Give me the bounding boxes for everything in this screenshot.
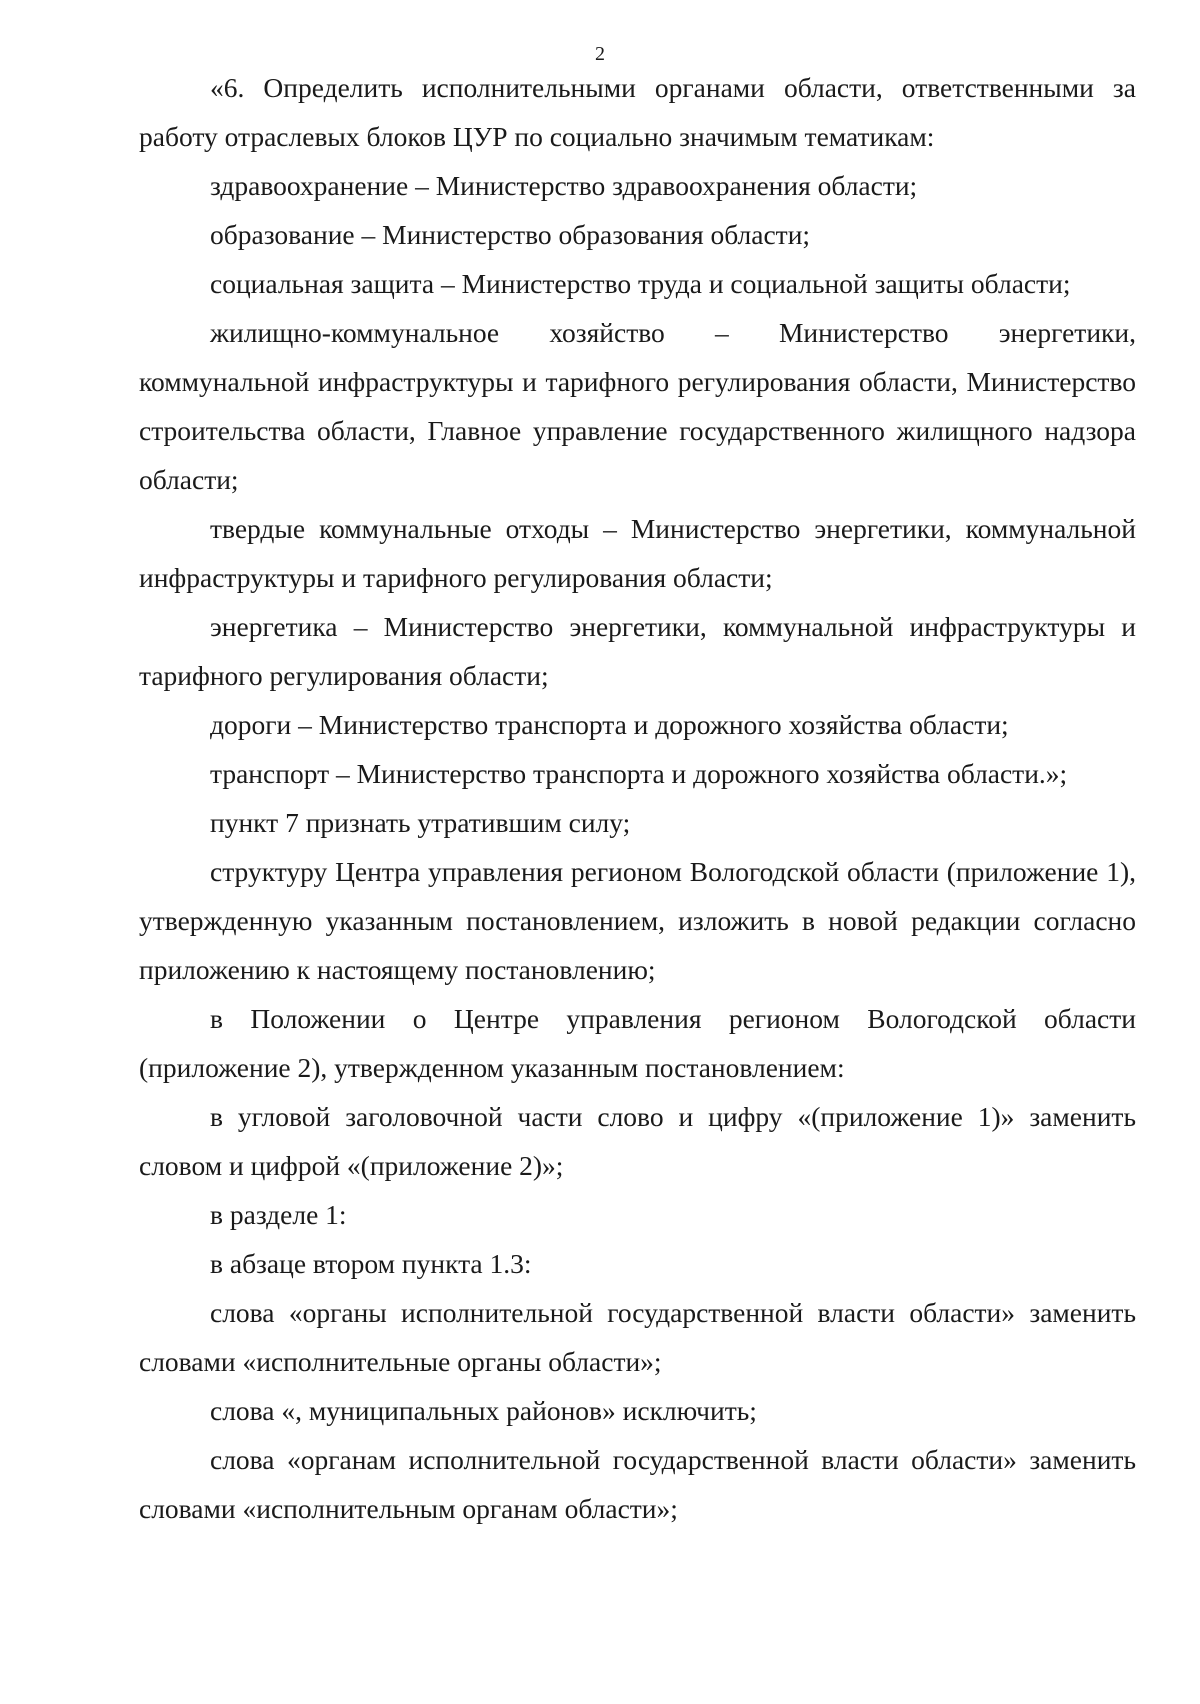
paragraph-solid-waste: твердые коммунальные отходы – Министерство энергетики, коммунальной инфраструктуры и тарифного регулирования области; <box>139 513 1136 593</box>
paragraph-energy: энергетика – Министерство энергетики, коммунальной инфраструктуры и тарифного регулирования области; <box>139 611 1136 691</box>
paragraph-clause-1-3: в абзаце втором пункта 1.3: <box>210 1248 532 1279</box>
paragraph-healthcare: здравоохранение – Министерство здравоохранения области; <box>210 170 918 201</box>
paragraph-section-1: в разделе 1: <box>210 1199 347 1230</box>
paragraph-header-replacement: в угловой заголовочной части слово и цифру «(приложение 1)» заменить словом и цифрой «(приложение 2)»; <box>139 1101 1136 1181</box>
paragraph-structure-appendix-1: структуру Центра управления регионом Вологодской области (приложение 1), утвержденную указанным постановлением, изложить в новой редакции согласно приложению к настоящему постановлению; <box>139 856 1136 985</box>
paragraph-transport: транспорт – Министерство транспорта и дорожного хозяйства области.»; <box>210 758 1068 789</box>
paragraph-replace-authorities-dative: слова «органам исполнительной государственной власти области» заменить словами «исполнительным органам области»; <box>139 1444 1136 1524</box>
paragraph-housing-utilities: жилищно-коммунальное хозяйство – Министерство энергетики, коммунальной инфраструктуры и тарифного регулирования области, Министерство строительства области, Главное управление государственного жилищного надзора области; <box>139 317 1136 495</box>
paragraph-roads: дороги – Министерство транспорта и дорожного хозяйства области; <box>210 709 1009 740</box>
paragraph-regulation-appendix-2: в Положении о Центре управления регионом Вологодской области (приложение 2), утвержденном указанным постановлением: <box>139 1003 1136 1083</box>
paragraph-social-protection: социальная защита – Министерство труда и социальной защиты области; <box>210 268 1071 299</box>
paragraph-item-7-void: пункт 7 признать утратившим силу; <box>210 807 631 838</box>
page-number: 2 <box>595 43 605 65</box>
paragraph-item-6-intro: «6. Определить исполнительными органами области, ответственными за работу отраслевых блоков ЦУР по социально значимым тематикам: <box>139 72 1136 152</box>
paragraph-replace-authorities: слова «органы исполнительной государственной власти области» заменить словами «исполнительные органы области»; <box>139 1297 1136 1377</box>
document-body <box>139 63 1136 1533</box>
paragraph-exclude-districts: слова «, муниципальных районов» исключить; <box>210 1395 757 1426</box>
paragraph-education: образование – Министерство образования области; <box>210 219 811 250</box>
